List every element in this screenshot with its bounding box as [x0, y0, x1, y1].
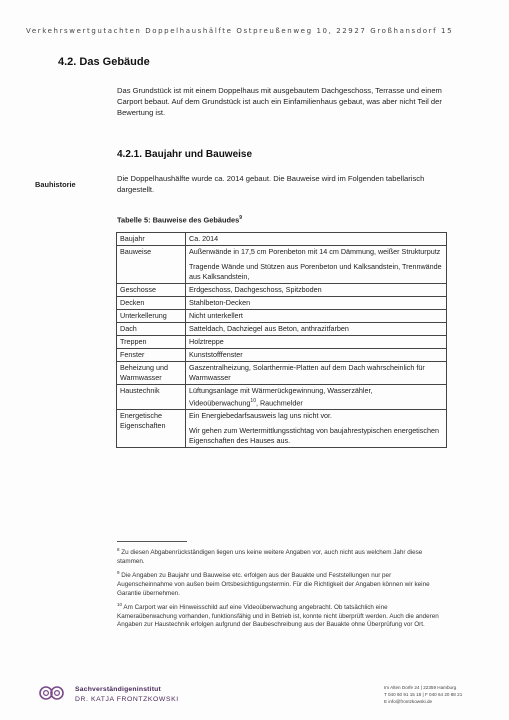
row-label: Treppen — [117, 336, 186, 349]
margin-label-bauhistorie: Bauhistorie — [35, 180, 76, 189]
row-label: Geschosse — [117, 284, 186, 297]
table-row — [117, 336, 447, 349]
row-value: Gaszentralheizung, Solarthermie-Platten auf dem Dach wahrscheinlich für Warmwasser — [186, 362, 447, 385]
row-value: Ca. 2014 — [186, 233, 447, 246]
footer-contact — [384, 685, 494, 705]
footnote-ref-10: 10 — [250, 398, 256, 404]
table-row — [117, 233, 447, 246]
row-value: Satteldach, Dachziegel aus Beton, anthrazitfarben — [186, 323, 447, 336]
table-row — [117, 410, 447, 448]
footer-phone: T 040 60 91 15 18 | F 040 64 20 88 21 — [384, 691, 463, 697]
row-value: Kunststofffenster — [186, 349, 447, 362]
row-value — [186, 385, 447, 410]
table-row — [117, 362, 447, 385]
footnote-ref-9: 9 — [239, 215, 243, 221]
row-label: Beheizung und Warmwasser — [117, 362, 186, 385]
section-title: 4.2. Das Gebäude — [58, 56, 150, 68]
table-row — [117, 284, 447, 297]
subsection-title: 4.2.1. Baujahr und Bauweise — [117, 149, 253, 160]
row-value-line: Wir gehen zum Wertermittlungsstichtag von baujahrestypischen energetischen Eigenschaften des Hauses aus. — [189, 426, 439, 446]
row-label: Energetische Eigenschaften — [117, 410, 186, 448]
table-row — [117, 385, 447, 410]
footnotes — [117, 546, 447, 633]
footer-org-name: Sachverständigeninstitut — [75, 686, 162, 693]
footnote-9 — [117, 569, 447, 598]
footnote-8 — [117, 546, 447, 566]
running-header: Verkehrswertgutachten Doppelhaushälfte Ostpreußenweg 10, 22927 Großhansdorf 15 — [26, 27, 454, 35]
row-value-line: Außenwände in 17,5 cm Porenbeton mit 14 cm Dämmung, weißer Strukturputz — [189, 247, 441, 256]
table-row — [117, 323, 447, 336]
row-value-text: , Rauchmelder — [255, 398, 303, 408]
row-label: Bauweise — [117, 246, 186, 284]
footnote-mark: 8 — [117, 547, 120, 552]
row-value: Stahlbeton-Decken — [186, 297, 447, 310]
footnote-mark: 10 — [117, 602, 123, 608]
row-value-line: Ein Energiebedarfsausweis lag uns nicht vor. — [189, 411, 333, 421]
row-label: Dach — [117, 323, 186, 336]
table-caption — [117, 215, 242, 224]
row-label: Fenster — [117, 349, 186, 362]
row-label: Haustechnik — [117, 385, 186, 410]
table-row — [117, 297, 447, 310]
footer-address: Im Alten Dorfe 24 | 22359 Hamburg — [384, 685, 457, 690]
row-value: Nicht unterkellert — [186, 310, 447, 323]
row-label: Decken — [117, 297, 186, 310]
institute-logo-icon — [38, 685, 66, 701]
row-value: Holztreppe — [186, 336, 447, 349]
row-label: Unterkellerung — [117, 310, 186, 323]
subsection-intro: Die Doppelhaushälfte wurde ca. 2014 gebaut. Die Bauweise wird im Folgenden tabellarisch dargestellt. — [117, 174, 425, 194]
row-value — [186, 246, 447, 284]
footnote-mark: 9 — [117, 570, 120, 576]
row-value-line: Tragende Wände und Stützen aus Porenbeton und Kalksandstein, Trennwände aus Kalksandstein, — [189, 262, 442, 281]
table-caption-text: Tabelle 5: Bauweise des Gebäudes — [117, 215, 240, 225]
table-row — [117, 310, 447, 323]
footer-org-person: DR. KATJA FRONTZKOWSKI — [75, 696, 179, 703]
table-row — [117, 349, 447, 362]
row-value: Erdgeschoss, Dachgeschoss, Spitzboden — [186, 284, 447, 297]
building-properties-table — [116, 232, 447, 448]
footnote-text: Am Carport war ein Hinweisschild auf eine Videoüberwachung angebracht. Ob tatsächlich eine Kameraüberwachung vorhanden, funktionsfähig und in Betrieb ist, konnte nicht überprüft werden. Auch die anderen Angaben zur Haustechnik erfolgen aufgrund der Baubeschreibung aus der Bauakte ohne Überprüfung vor Ort. — [117, 604, 439, 629]
row-label: Baujahr — [117, 233, 186, 246]
footnote-divider — [117, 541, 187, 542]
footnote-text: Die Angaben zu Baujahr und Bauweise etc. erfolgen aus der Bauakte und Feststellungen nur per Augenscheinnahme von außen beim Ortsbesichtigungstermin. Für die Richtigkeit der Angaben können wir keine Garantie übernehmen. — [117, 572, 430, 597]
row-value — [186, 410, 447, 448]
table-row — [117, 246, 447, 284]
footnote-10 — [117, 601, 447, 630]
footer-email: E info@frontzkowski.de — [384, 698, 433, 704]
section-paragraph: Das Grundstück ist mit einem Doppelhaus mit ausgebautem Dachgeschoss, Terrasse und einem Carport bebaut. Auf dem Grundstück ist auch ein Einfamilienhaus gebaut, was aber nicht Teil der Bewertung ist. — [117, 86, 442, 117]
row-value-text: Lüftungsanlage mit Wärmerückgewinnung, Wasserzähler, Videoüberwachung — [189, 386, 373, 408]
footnote-text: Zu diesen Abgabenrückständigen liegen uns keine weitere Angaben vor, auch nicht aus welchem Jahr diese stammen. — [117, 549, 423, 565]
